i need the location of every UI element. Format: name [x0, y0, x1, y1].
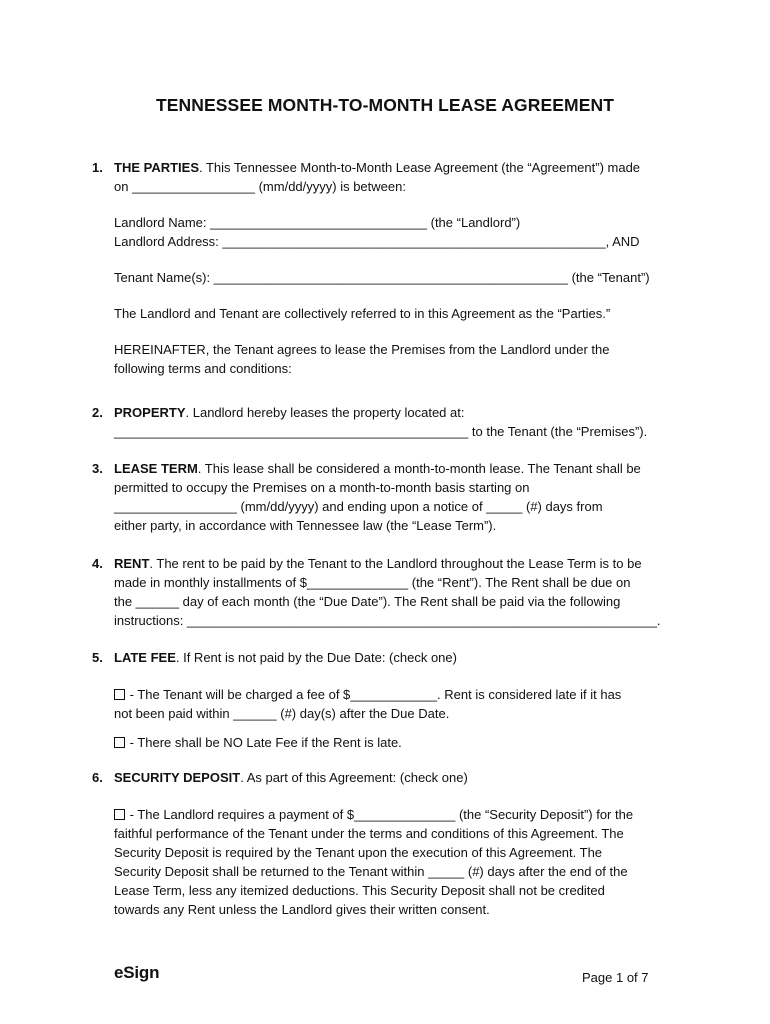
- section-text: made in monthly installments of $______________ (the “Rent”). The Rent shall be due on: [114, 575, 631, 590]
- section-text: _________________ (mm/dd/yyyy) and ending upon a notice of _____ (#) days from: [114, 499, 603, 514]
- hereinafter-text: following terms and conditions:: [114, 361, 292, 376]
- section-text: instructions: _________________________________________________________________.: [114, 613, 661, 628]
- security-deposit-option-text: towards any Rent unless the Landlord gives their written consent.: [114, 902, 490, 917]
- section-number: 1.: [92, 160, 103, 175]
- section-text: on _________________ (mm/dd/yyyy) is between:: [114, 179, 406, 194]
- section-number: 3.: [92, 461, 103, 476]
- section-text: permitted to occupy the Premises on a month-to-month basis starting on: [114, 480, 530, 495]
- section-text: . If Rent is not paid by the Due Date: (check one): [175, 650, 457, 665]
- section-heading: PROPERTY: [114, 405, 186, 420]
- security-deposit-option-text: - The Landlord requires a payment of $______________ (the “Security Deposit”) for the: [126, 807, 634, 822]
- late-fee-option-text: not been paid within ______ (#) day(s) after the Due Date.: [114, 706, 450, 721]
- esign-logo: eSign: [114, 963, 160, 982]
- section-number: 6.: [92, 770, 103, 785]
- section-number: 2.: [92, 405, 103, 420]
- hereinafter-text: HEREINAFTER, the Tenant agrees to lease the Premises from the Landlord under the: [114, 342, 610, 357]
- section-text: . The rent to be paid by the Tenant to the Landlord throughout the Lease Term is to be: [149, 556, 642, 571]
- section-heading: LATE FEE: [114, 650, 176, 665]
- section-text: . This Tennessee Month-to-Month Lease Agreement (the “Agreement”) made: [199, 160, 641, 175]
- section-text: . This lease shall be considered a month-to-month lease. The Tenant shall be: [197, 461, 641, 476]
- security-deposit-option-text: Security Deposit shall be returned to the Tenant within _____ (#) days after the end of the: [114, 864, 628, 879]
- section-heading: SECURITY DEPOSIT: [114, 770, 241, 785]
- security-deposit-checkbox[interactable]: [114, 809, 125, 820]
- parties-collective-text: The Landlord and Tenant are collectively referred to in this Agreement as the “Parties.”: [114, 306, 611, 321]
- no-late-fee-checkbox[interactable]: [114, 737, 125, 748]
- section-text: either party, in accordance with Tennessee law (the “Lease Term”).: [114, 518, 497, 533]
- security-deposit-option-text: faithful performance of the Tenant under the terms and conditions of this Agreement. The: [114, 826, 624, 841]
- security-deposit-option-text: Security Deposit is required by the Tenant upon the execution of this Agreement. The: [114, 845, 603, 860]
- section-heading: THE PARTIES: [114, 160, 199, 175]
- tenant-names-line: Tenant Name(s): _________________________________________________ (the “Tenant”): [114, 270, 650, 285]
- section-heading: LEASE TERM: [114, 461, 198, 476]
- landlord-address-line: Landlord Address: _____________________________________________________, AND: [114, 234, 640, 249]
- document-title: TENNESSEE MONTH-TO-MONTH LEASE AGREEMENT: [155, 95, 615, 115]
- section-number: 5.: [92, 650, 103, 665]
- section-text: . Landlord hereby leases the property located at:: [185, 405, 465, 420]
- section-heading: RENT: [114, 556, 150, 571]
- page-number: Page 1 of 7: [582, 970, 649, 985]
- landlord-name-line: Landlord Name: ______________________________ (the “Landlord”): [114, 215, 521, 230]
- late-fee-option-text: - The Tenant will be charged a fee of $____________. Rent is considered late if it has: [126, 687, 622, 702]
- late-fee-checkbox[interactable]: [114, 689, 125, 700]
- section-text: . As part of this Agreement: (check one): [240, 770, 468, 785]
- security-deposit-option-text: Lease Term, less any itemized deductions. This Security Deposit shall not be credited: [114, 883, 605, 898]
- section-number: 4.: [92, 556, 103, 571]
- section-text: the ______ day of each month (the “Due Date”). The Rent shall be paid via the following: [114, 594, 621, 609]
- section-text: _________________________________________________ to the Tenant (the “Premises”).: [114, 424, 648, 439]
- no-late-fee-option-text: - There shall be NO Late Fee if the Rent is late.: [126, 735, 402, 750]
